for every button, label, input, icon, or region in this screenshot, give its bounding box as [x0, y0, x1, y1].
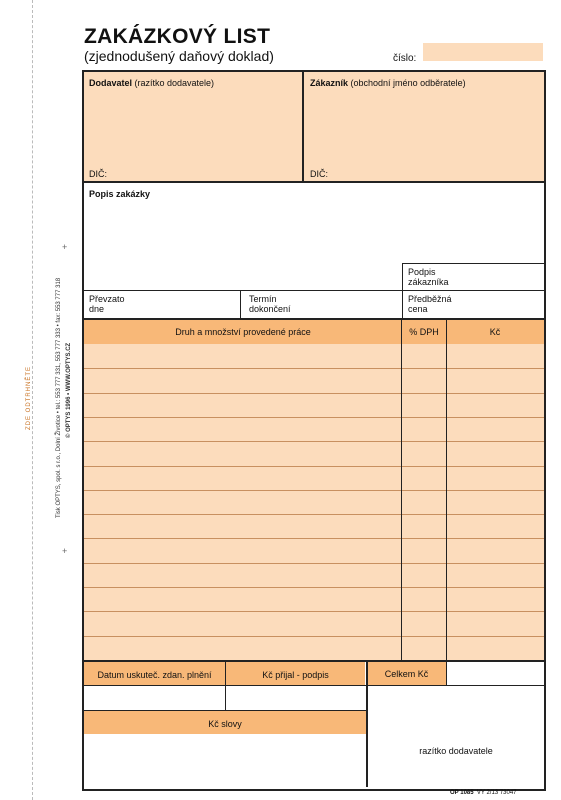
form-subtitle: (zjednodušený daňový doklad): [84, 48, 274, 64]
col-header-vat: % DPH: [409, 327, 439, 337]
footer-divider-3: [446, 662, 447, 685]
received-label: Kč přijal - podpis: [262, 670, 329, 680]
table-body[interactable]: [84, 344, 544, 660]
table-row-line: [84, 611, 544, 612]
taken-over-line-1: Převzato: [89, 294, 125, 304]
form-code-number: OP 1085: [450, 790, 474, 796]
dates-top-line: [84, 290, 544, 291]
order-description-field[interactable]: [84, 183, 544, 263]
table-col-divider-1: [401, 320, 402, 660]
table-row-line: [84, 490, 544, 491]
parties-divider: [302, 72, 304, 182]
date-field[interactable]: [84, 686, 225, 710]
table-row-line: [84, 538, 544, 539]
table-row-line: [84, 466, 544, 467]
form-title: ZAKÁZKOVÝ LIST: [84, 25, 271, 48]
supplier-label: [89, 78, 214, 88]
table-row-line: [84, 393, 544, 394]
amount-in-words-field[interactable]: [84, 735, 366, 787]
customer-signature-line-2: zákazníka: [408, 277, 449, 287]
taken-over-line-2: dne: [89, 304, 105, 314]
supplier-dic-label: DIČ:: [89, 169, 107, 179]
table-row-line: [84, 587, 544, 588]
customer-signature-label: [408, 267, 449, 287]
signature-top-line: [402, 263, 544, 264]
plus-mark: +: [62, 242, 68, 252]
col-header-work: Druh a množství provedené práce: [175, 327, 311, 337]
table-row-line: [84, 563, 544, 564]
customer-signature-line-1: Podpis: [408, 267, 436, 277]
received-signature-field[interactable]: [226, 686, 365, 710]
tear-line: [32, 0, 33, 800]
supplier-stamp-field[interactable]: [368, 686, 544, 787]
table-row-line: [84, 636, 544, 637]
date-label: Datum uskuteč. zdan. plnění: [97, 670, 212, 680]
estimated-price-line-1: Předběžná: [408, 294, 452, 304]
supplier-label-note: (razítko dodavatele): [132, 78, 215, 88]
plus-mark: +: [62, 546, 68, 556]
supplier-box[interactable]: [84, 72, 302, 181]
dates-divider-1: [240, 290, 241, 318]
completion-date-line-2: dokončení: [249, 304, 291, 314]
customer-label: [310, 78, 466, 88]
customer-label-bold: Zákazník: [310, 78, 349, 88]
form-code-version: VY 2/13 73047: [476, 790, 517, 796]
total-label: Celkem Kč: [384, 669, 429, 679]
table-row-line: [84, 441, 544, 442]
order-description-label: Popis zakázky: [89, 189, 151, 199]
supplier-stamp-label: razítko dodavatele: [419, 746, 493, 756]
customer-dic-label: DIČ:: [310, 169, 328, 179]
number-label: číslo:: [393, 53, 417, 64]
col-header-amount: Kč: [489, 327, 501, 337]
taken-over-label: [89, 294, 125, 314]
number-field[interactable]: [423, 43, 543, 61]
tear-here-label: ZDE ODTRHNĚTE: [26, 366, 32, 430]
copyright-info: © OPTYS 1996 • WWW.OPTYS.CZ: [66, 342, 72, 438]
total-amount-field[interactable]: [447, 662, 544, 685]
table-row-line: [84, 417, 544, 418]
completion-date-line-1: Termín: [249, 294, 277, 304]
amount-in-words-label: Kč slovy: [208, 719, 242, 729]
customer-box[interactable]: [304, 72, 544, 181]
supplier-label-bold: Dodavatel: [89, 78, 133, 88]
table-row-line: [84, 368, 544, 369]
completion-date-label: [249, 294, 291, 314]
table-row-line: [84, 514, 544, 515]
table-col-divider-2: [446, 320, 447, 660]
form-code: [450, 790, 517, 796]
estimated-price-line-2: cena: [408, 304, 428, 314]
customer-label-note: (obchodní jméno odběratele): [348, 78, 466, 88]
estimated-price-label: [408, 294, 452, 314]
printer-info: Tisk OPTYS, spol. s r.o., Dolní Životice • tel.: 553 777 331, 553 777 333 • fax: 553 777 318: [56, 277, 62, 518]
